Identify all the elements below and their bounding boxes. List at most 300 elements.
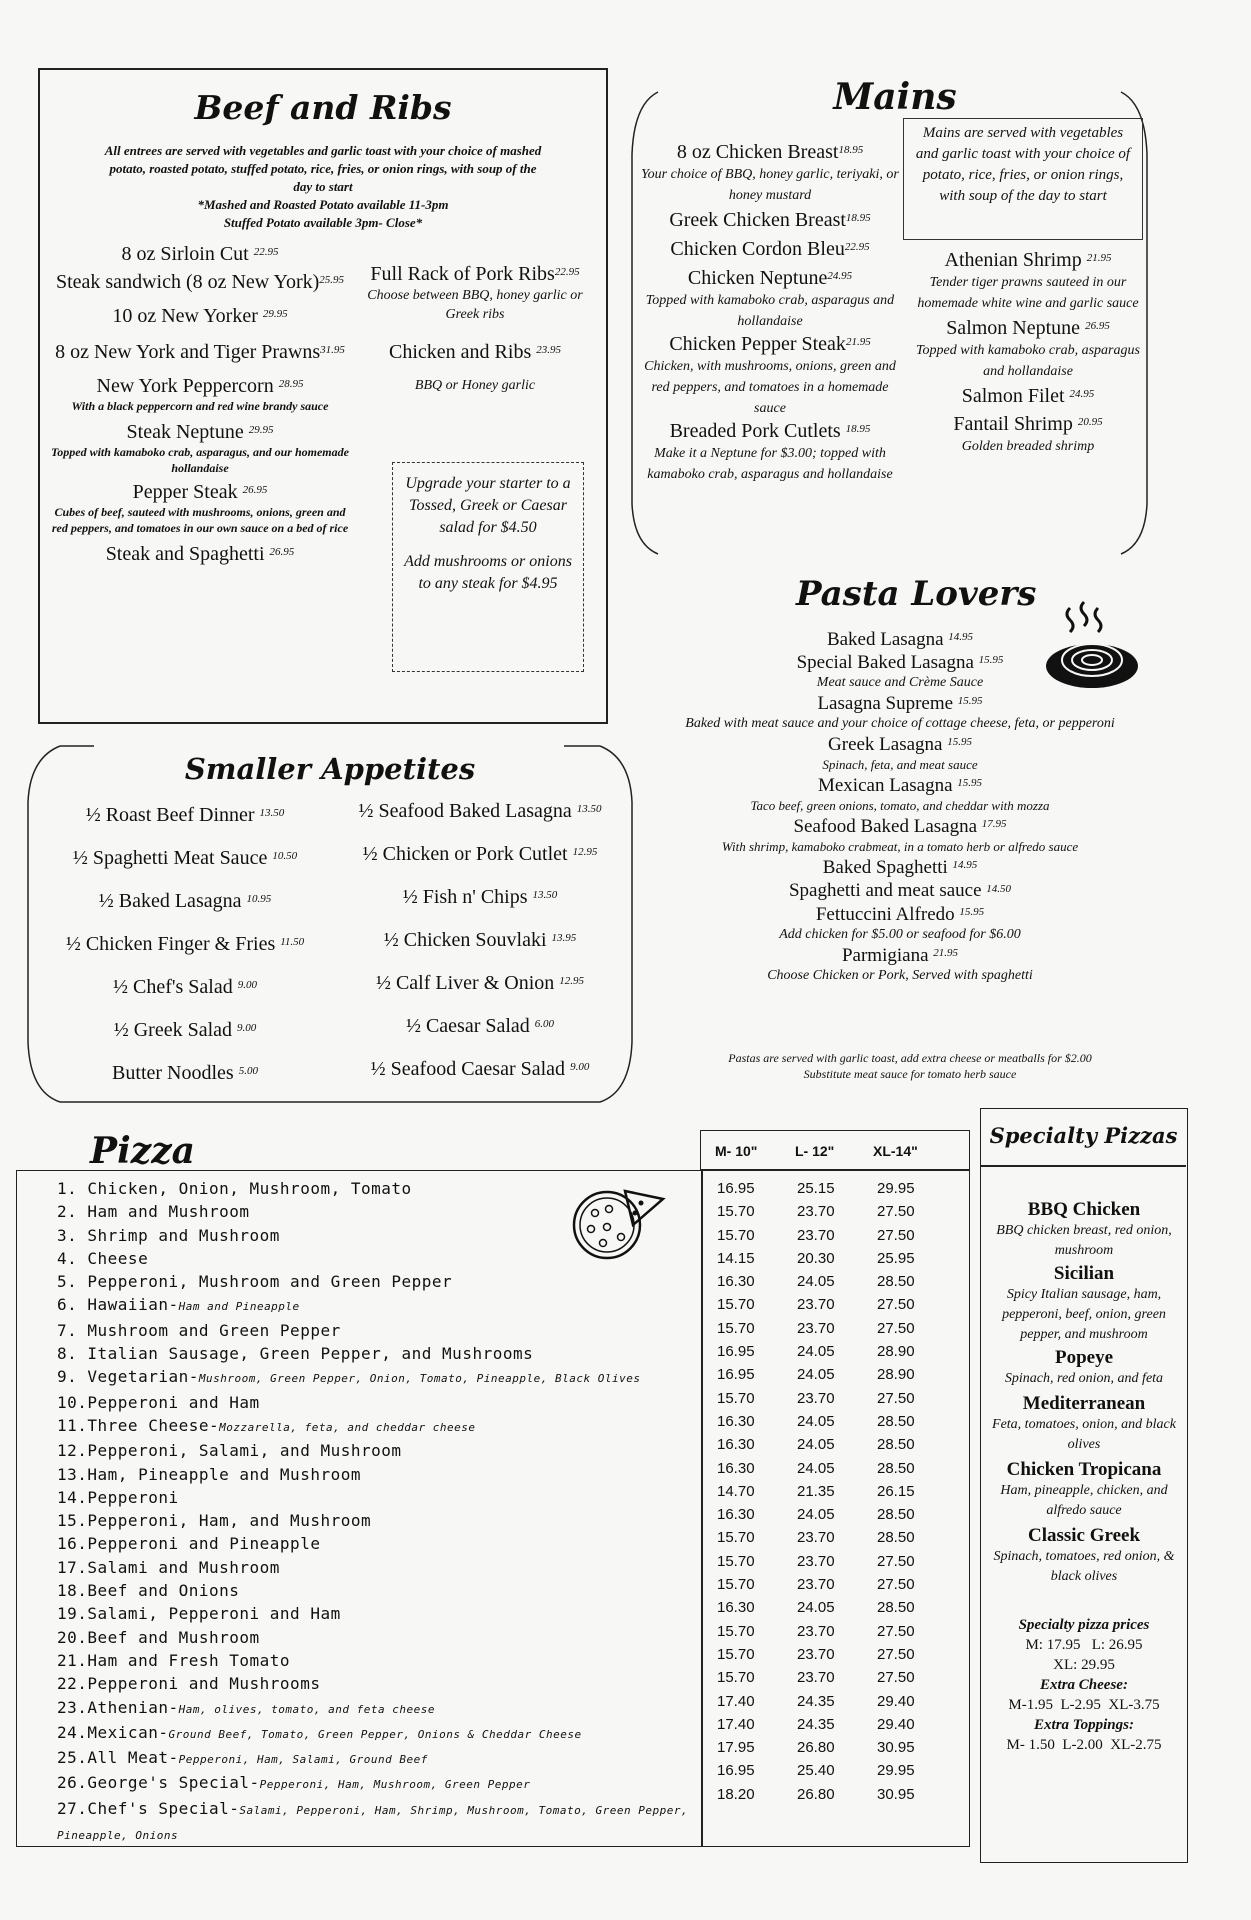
pizza-price-l: 23.70 bbox=[797, 1203, 835, 1221]
item-price: 21.95 bbox=[845, 336, 871, 348]
pizza-price-m: 15.70 bbox=[717, 1319, 755, 1337]
pizza-title: Pizza bbox=[90, 1130, 195, 1172]
item-price: 15.95 bbox=[957, 777, 983, 789]
item-name: Greek Chicken Breast bbox=[669, 209, 846, 231]
pizza-price-l: 25.15 bbox=[797, 1180, 835, 1197]
pizza-price-xl: 28.50 bbox=[877, 1506, 915, 1524]
specialty-prices-title: Specialty pizza prices bbox=[1018, 1617, 1150, 1633]
pizza-price-xl: 30.95 bbox=[877, 1739, 915, 1757]
menu-item bbox=[620, 733, 1180, 756]
pizza-price-l: 24.05 bbox=[797, 1436, 835, 1454]
beef-section bbox=[38, 68, 608, 724]
pizza-price-l: 23.70 bbox=[797, 1576, 835, 1594]
pizza-row bbox=[57, 1200, 707, 1223]
pasta-list bbox=[620, 628, 1180, 985]
item-price: 13.95 bbox=[551, 932, 577, 944]
item-name: Spaghetti and meat sauce bbox=[788, 880, 982, 901]
item-name: Seafood Baked Lasagna bbox=[793, 816, 978, 837]
pizza-price-m: 17.40 bbox=[717, 1692, 755, 1710]
pizza-price-m: 15.70 bbox=[717, 1645, 755, 1663]
item-price: 15.95 bbox=[947, 736, 972, 748]
pizza-name: 19.Salami, Pepperoni and Ham bbox=[57, 1604, 341, 1624]
specialty-title: Specialty Pizzas bbox=[989, 1123, 1178, 1148]
pizza-name: 20.Beef and Mushroom bbox=[57, 1627, 260, 1647]
pizza-price-m: 15.70 bbox=[717, 1669, 755, 1687]
pizza-name: 5. Pepperoni, Mushroom and Green Pepper bbox=[57, 1272, 453, 1292]
pizza-price-xl: 29.40 bbox=[877, 1715, 915, 1733]
pizza-row bbox=[57, 1270, 707, 1293]
pizza-price-m: 16.30 bbox=[717, 1506, 755, 1524]
menu-item bbox=[40, 1009, 330, 1052]
menu-item bbox=[912, 384, 1144, 408]
menu-item bbox=[640, 332, 900, 356]
pizza-price-m: 15.70 bbox=[717, 1529, 755, 1547]
item-description: Add chicken for $5.00 or seafood for $6.00 bbox=[779, 927, 1021, 942]
pizza-price-l: 24.35 bbox=[797, 1715, 835, 1733]
specialty-desc: Spinach, red onion, and feta bbox=[1004, 1371, 1164, 1386]
pizza-name: 14.Pepperoni bbox=[57, 1487, 179, 1507]
specialty-box bbox=[980, 1108, 1188, 1863]
menu-item bbox=[40, 1052, 330, 1095]
item-name: Greek Lasagna bbox=[828, 734, 943, 755]
pizza-name: 8. Italian Sausage, Green Pepper, and Mushrooms bbox=[57, 1344, 534, 1364]
menu-item bbox=[350, 340, 600, 364]
pizza-price-m: 14.70 bbox=[717, 1482, 755, 1500]
pizza-row bbox=[57, 1247, 707, 1270]
specialty-title-divider bbox=[981, 1165, 1186, 1167]
menu-item bbox=[330, 962, 630, 1005]
pizza-name: 18.Beef and Onions bbox=[57, 1581, 240, 1601]
pizza-price-l: 23.70 bbox=[797, 1645, 835, 1663]
item-price: 10.50 bbox=[272, 850, 298, 862]
item-name: ½ Baked Lasagna bbox=[98, 890, 242, 912]
extra-cheese-prices: M-1.95 L-2.95 XL-3.75 bbox=[1008, 1697, 1160, 1713]
pizza-price-m: 15.70 bbox=[717, 1622, 755, 1640]
pizza-price-xl: 28.50 bbox=[877, 1599, 915, 1617]
item-description: Topped with kamaboko crab, asparagus, and our homemade hollandaise bbox=[51, 445, 349, 475]
pizza-name-list bbox=[57, 1177, 707, 1847]
pizza-row bbox=[57, 1486, 707, 1509]
item-price: 13.50 bbox=[576, 803, 602, 815]
pizza-price-m: 17.95 bbox=[717, 1739, 755, 1757]
item-name: Breaded Pork Cutlets bbox=[669, 420, 841, 442]
upgrade-note: Upgrade your starter to a Tossed, Greek or Caesar salad for $4.50 bbox=[405, 475, 571, 536]
item-name: Steak sandwich (8 oz New York) bbox=[55, 271, 320, 293]
item-description: BBQ or Honey garlic bbox=[414, 378, 536, 393]
item-price: 18.95 bbox=[838, 144, 864, 156]
item-name: ½ Greek Salad bbox=[113, 1019, 233, 1041]
item-name: Fettuccini Alfredo bbox=[815, 904, 955, 925]
item-description: Your choice of BBQ, honey garlic, teriyaki, or honey mustard bbox=[641, 167, 899, 203]
item-name: Steak Neptune bbox=[126, 421, 244, 443]
pizza-name: 10.Pepperoni and Ham bbox=[57, 1392, 260, 1412]
item-name: ½ Chicken Souvlaki bbox=[383, 929, 547, 951]
beef-note-2: Stuffed Potato available 3pm- Close* bbox=[223, 215, 423, 230]
pizza-price-xl: 27.50 bbox=[877, 1669, 915, 1687]
item-name: Athenian Shrimp bbox=[944, 249, 1082, 271]
item-price: 20.95 bbox=[1077, 416, 1103, 428]
pizza-price-l: 24.05 bbox=[797, 1273, 835, 1291]
pizza-price-xl: 28.90 bbox=[877, 1343, 915, 1361]
item-description: Golden breaded shrimp bbox=[961, 439, 1095, 454]
pizza-name: 4. Cheese bbox=[57, 1248, 149, 1268]
item-name: ½ Seafood Baked Lasagna bbox=[358, 800, 572, 822]
specialty-desc: Spicy Italian sausage, ham, pepperoni, beef, onion, green pepper, and mushroom bbox=[1002, 1287, 1166, 1342]
menu-item bbox=[640, 419, 900, 443]
pizza-price-l: 21.35 bbox=[797, 1482, 835, 1500]
smaller-title: Smaller Appetites bbox=[184, 752, 476, 786]
item-name: Full Rack of Pork Ribs bbox=[370, 263, 555, 285]
pizza-price-m: 16.30 bbox=[717, 1459, 755, 1477]
size-xlarge: XL-14" bbox=[873, 1143, 918, 1159]
pizza-price-xl: 26.15 bbox=[877, 1482, 915, 1500]
specialty-name: Mediterranean bbox=[1022, 1393, 1146, 1414]
pizza-price-m: 15.70 bbox=[717, 1389, 755, 1407]
pizza-xlarge-prices bbox=[877, 1177, 937, 1806]
pizza-price-l: 25.40 bbox=[797, 1762, 835, 1780]
item-price: 26.95 bbox=[1085, 320, 1110, 332]
pizza-toppings: Mushroom, Green Pepper, Onion, Tomato, Pineapple, Black Olives bbox=[198, 1372, 641, 1386]
pizza-price-xl: 28.50 bbox=[877, 1273, 915, 1291]
pizza-name: 27.Chef's Special- bbox=[57, 1798, 240, 1818]
pizza-price-m: 16.30 bbox=[717, 1599, 755, 1617]
pizza-price-l: 23.70 bbox=[797, 1529, 835, 1547]
item-price: 13.50 bbox=[259, 807, 285, 819]
pizza-price-l: 24.35 bbox=[797, 1692, 835, 1710]
pizza-name: 3. Shrimp and Mushroom bbox=[57, 1225, 280, 1245]
menu-item bbox=[912, 316, 1144, 340]
specialty-name: Classic Greek bbox=[1027, 1525, 1141, 1546]
menu-item bbox=[620, 692, 1180, 715]
menu-item bbox=[620, 879, 1180, 903]
menu-item bbox=[50, 374, 350, 398]
pizza-row bbox=[57, 1746, 707, 1771]
pizza-price-xl: 28.90 bbox=[877, 1366, 915, 1384]
pasta-footer-line-2: Substitute meat sauce for tomato herb sauce bbox=[803, 1067, 1017, 1081]
mains-left-column bbox=[640, 140, 900, 485]
item-price: 15.95 bbox=[959, 906, 985, 918]
item-name: Steak and Spaghetti bbox=[105, 543, 265, 565]
menu-item bbox=[50, 304, 350, 328]
pizza-price-l: 26.80 bbox=[797, 1739, 835, 1757]
pizza-price-xl: 27.50 bbox=[877, 1296, 915, 1314]
item-description: Taco beef, green onions, tomato, and cheddar with mozza bbox=[750, 798, 1050, 813]
pizza-price-xl: 29.40 bbox=[877, 1692, 915, 1710]
pizza-price-xl: 27.50 bbox=[877, 1622, 915, 1640]
specialty-desc: Feta, tomatoes, onion, and black olives bbox=[992, 1417, 1176, 1452]
pizza-row bbox=[57, 1391, 707, 1414]
pizza-price-m: 16.30 bbox=[717, 1273, 755, 1291]
menu-item bbox=[640, 140, 900, 164]
item-name: Mexican Lasagna bbox=[817, 775, 953, 796]
menu-item bbox=[330, 919, 630, 962]
item-name: Baked Spaghetti bbox=[822, 857, 948, 878]
item-price: 31.95 bbox=[320, 344, 345, 356]
mains-note: Mains are served with vegetables and garlic toast with your choice of potato, rice, fries, or onion rings, with soup of the day to start bbox=[903, 118, 1143, 240]
item-name: 10 oz New Yorker bbox=[112, 305, 258, 327]
extra-toppings-title: Extra Toppings: bbox=[1034, 1717, 1134, 1733]
mains-title: Mains bbox=[833, 76, 957, 118]
menu-item bbox=[40, 794, 330, 837]
item-description: Chicken, with mushrooms, onions, green and red peppers, and tomatoes in a homemade sauce bbox=[644, 359, 896, 416]
pizza-row bbox=[57, 1602, 707, 1625]
item-price: 9.00 bbox=[237, 979, 257, 991]
item-price: 6.00 bbox=[534, 1018, 555, 1030]
item-name: Fantail Shrimp bbox=[953, 413, 1073, 435]
pizza-toppings: Pepperoni, Ham, Mushroom, Green Pepper bbox=[259, 1778, 531, 1792]
specialty-desc: BBQ chicken breast, red onion, mushroom bbox=[996, 1223, 1172, 1258]
pizza-price-l: 23.70 bbox=[797, 1296, 835, 1314]
item-description: Spinach, feta, and meat sauce bbox=[822, 757, 978, 772]
pizza-price-l: 23.70 bbox=[797, 1389, 835, 1407]
item-name: Chicken Pepper Steak bbox=[669, 333, 846, 355]
pizza-name: 9. Vegetarian- bbox=[57, 1367, 199, 1387]
pizza-row bbox=[57, 1463, 707, 1486]
item-price: 9.00 bbox=[237, 1022, 257, 1034]
item-price: 22.95 bbox=[253, 246, 279, 258]
pizza-name: 15.Pepperoni, Ham, and Mushroom bbox=[57, 1511, 372, 1531]
specialty-prices-line-1: M: 17.95 L: 26.95 bbox=[1025, 1637, 1143, 1653]
item-description: Meat sauce and Crème Sauce bbox=[816, 675, 984, 690]
specialty-name: Sicilian bbox=[1053, 1263, 1115, 1284]
pizza-price-l: 24.05 bbox=[797, 1459, 835, 1477]
item-name: Baked Lasagna bbox=[826, 629, 944, 650]
item-description: Topped with kamaboko crab, asparagus and hollandaise bbox=[645, 293, 895, 329]
pizza-price-xl: 28.50 bbox=[877, 1529, 915, 1547]
menu-item bbox=[50, 340, 350, 364]
menu-item bbox=[330, 1048, 630, 1091]
item-price: 26.95 bbox=[242, 484, 268, 496]
pizza-price-xl: 27.50 bbox=[877, 1226, 915, 1244]
pizza-name: 12.Pepperoni, Salami, and Mushroom bbox=[57, 1441, 402, 1461]
pizza-price-l: 24.05 bbox=[797, 1506, 835, 1524]
pizza-price-m: 17.40 bbox=[717, 1715, 755, 1733]
specialty-desc: Spinach, tomatoes, red onion, & black olives bbox=[993, 1549, 1175, 1584]
pizza-row bbox=[57, 1579, 707, 1602]
mushroom-note: Add mushrooms or onions to any steak for $4.95 bbox=[404, 553, 572, 592]
specialty-name: Chicken Tropicana bbox=[1006, 1459, 1162, 1480]
menu-item bbox=[640, 266, 900, 290]
pizza-price-xl: 28.50 bbox=[877, 1436, 915, 1454]
pizza-row bbox=[57, 1439, 707, 1462]
menu-item bbox=[620, 774, 1180, 797]
item-name: ½ Chicken Finger & Fries bbox=[65, 933, 276, 955]
pizza-price-xl: 29.95 bbox=[877, 1762, 915, 1780]
menu-item bbox=[620, 903, 1180, 926]
pizza-medium-prices bbox=[717, 1177, 777, 1806]
pizza-price-m: 18.20 bbox=[717, 1785, 755, 1803]
specialty-name: BBQ Chicken bbox=[1027, 1199, 1141, 1220]
pizza-name: 21.Ham and Fresh Tomato bbox=[57, 1650, 291, 1670]
pizza-price-m: 16.95 bbox=[717, 1762, 755, 1780]
item-price: 17.95 bbox=[981, 818, 1007, 830]
size-medium: M- 10" bbox=[715, 1143, 758, 1159]
menu-item bbox=[350, 262, 600, 286]
pizza-row bbox=[57, 1365, 707, 1390]
menu-item bbox=[620, 815, 1180, 838]
item-name: ½ Calf Liver & Onion bbox=[375, 972, 555, 994]
pizza-price-l: 23.70 bbox=[797, 1622, 835, 1640]
item-price: 5.00 bbox=[238, 1065, 258, 1077]
pizza-row bbox=[57, 1626, 707, 1649]
pizza-price-xl: 29.95 bbox=[877, 1180, 915, 1197]
item-name: Parmigiana bbox=[841, 945, 929, 966]
menu-item bbox=[330, 833, 630, 876]
pizza-price-xl: 28.50 bbox=[877, 1412, 915, 1430]
item-price: 13.50 bbox=[532, 889, 558, 901]
pizza-name: 2. Ham and Mushroom bbox=[57, 1202, 250, 1222]
pizza-name: 16.Pepperoni and Pineapple bbox=[57, 1534, 321, 1554]
item-price: 14.95 bbox=[948, 631, 974, 643]
pizza-price-l: 24.05 bbox=[797, 1599, 835, 1617]
pizza-row bbox=[57, 1649, 707, 1672]
menu-item bbox=[40, 880, 330, 923]
pizza-name: 17.Salami and Mushroom bbox=[57, 1557, 280, 1577]
pizza-price-l: 26.80 bbox=[797, 1785, 835, 1803]
pizza-name: 13.Ham, Pineapple and Mushroom bbox=[57, 1464, 361, 1484]
pizza-price-xl: 28.50 bbox=[877, 1459, 915, 1477]
pizza-price-l: 24.05 bbox=[797, 1412, 835, 1430]
item-name: Pepper Steak bbox=[132, 481, 238, 503]
beef-left-column bbox=[50, 242, 350, 566]
pizza-row bbox=[57, 1319, 707, 1342]
smaller-right-column bbox=[330, 790, 630, 1091]
pizza-price-m: 15.70 bbox=[717, 1552, 755, 1570]
pizza-table bbox=[16, 1170, 970, 1847]
item-name: Butter Noodles bbox=[112, 1062, 234, 1084]
item-description: Tender tiger prawns sauteed in our homemade white wine and garlic sauce bbox=[917, 275, 1139, 311]
pizza-row bbox=[57, 1721, 707, 1746]
pizza-row bbox=[57, 1771, 707, 1796]
pizza-row bbox=[57, 1177, 707, 1200]
pizza-price-m: 16.30 bbox=[717, 1436, 755, 1454]
pizza-price-xl: 25.95 bbox=[877, 1249, 915, 1267]
item-name: 8 oz Chicken Breast bbox=[676, 141, 839, 163]
item-price: 14.50 bbox=[986, 883, 1012, 895]
menu-item bbox=[640, 208, 900, 232]
item-price: 24.95 bbox=[827, 270, 853, 282]
pizza-toppings: Mozzarella, feta, and cheddar cheese bbox=[219, 1420, 476, 1434]
size-large: L- 12" bbox=[795, 1143, 835, 1159]
item-description: Topped with kamaboko crab, asparagus and hollandaise bbox=[916, 343, 1140, 379]
menu-item bbox=[912, 412, 1144, 436]
pizza-toppings: Ham and Pineapple bbox=[178, 1300, 300, 1314]
pizza-price-xl: 27.50 bbox=[877, 1203, 915, 1221]
menu-item bbox=[50, 242, 350, 266]
item-price: 14.95 bbox=[952, 859, 978, 871]
pizza-name: 11.Three Cheese- bbox=[57, 1415, 220, 1435]
pizza-name: 6. Hawaiian- bbox=[57, 1295, 179, 1315]
pizza-toppings: Ham, olives, tomato, and feta cheese bbox=[178, 1702, 436, 1716]
item-price: 21.95 bbox=[933, 947, 959, 959]
item-price: 15.95 bbox=[957, 695, 983, 707]
pizza-row bbox=[57, 1532, 707, 1555]
item-price: 12.95 bbox=[559, 975, 585, 987]
beef-right-column bbox=[350, 262, 600, 395]
pizza-price-xl: 27.50 bbox=[877, 1319, 915, 1337]
pizza-name: 25.All Meat- bbox=[57, 1748, 179, 1768]
pizza-price-l: 24.05 bbox=[797, 1366, 835, 1384]
item-description: Baked with meat sauce and your choice of cottage cheese, feta, or pepperoni bbox=[685, 716, 1115, 731]
menu-item bbox=[330, 876, 630, 919]
pizza-price-l: 24.05 bbox=[797, 1343, 835, 1361]
upgrade-box bbox=[392, 462, 584, 672]
pizza-name: 23.Athenian- bbox=[57, 1697, 179, 1717]
menu-item bbox=[620, 651, 1180, 674]
pizza-price-m: 15.70 bbox=[717, 1226, 755, 1244]
menu-item bbox=[620, 628, 1180, 651]
item-description: With shrimp, kamaboko crabmeat, in a tomato herb or alfredo sauce bbox=[721, 839, 1079, 854]
item-price: 9.00 bbox=[570, 1061, 590, 1073]
item-name: Salmon Filet bbox=[961, 385, 1065, 407]
pizza-price-m: 16.95 bbox=[717, 1343, 755, 1361]
beef-intro-text: All entrees are served with vegetables and garlic toast with your choice of mashed potato, roasted potato, stuffed potato, rice, fries, or onion rings, with soup of the day to start bbox=[104, 143, 542, 194]
item-price: 23.95 bbox=[536, 344, 561, 356]
specialty-prices-line-2: XL: 29.95 bbox=[1053, 1657, 1115, 1673]
pizza-row bbox=[57, 1414, 707, 1439]
item-description: Make it a Neptune for $3.00; topped with kamaboko crab, asparagus and hollandaise bbox=[647, 446, 893, 482]
item-name: Chicken Cordon Bleu bbox=[670, 238, 845, 260]
pizza-name: 1. Chicken, Onion, Mushroom, Tomato bbox=[57, 1179, 412, 1198]
item-name: Lasagna Supreme bbox=[817, 693, 954, 714]
item-name: ½ Caesar Salad bbox=[405, 1015, 530, 1037]
menu-item bbox=[912, 248, 1144, 272]
menu-item bbox=[50, 270, 350, 294]
pizza-price-xl: 30.95 bbox=[877, 1785, 915, 1803]
item-name: ½ Chef's Salad bbox=[113, 976, 233, 998]
pizza-price-l: 23.70 bbox=[797, 1669, 835, 1687]
pasta-footer-line-1: Pastas are served with garlic toast, add extra cheese or meatballs for $2.00 bbox=[728, 1051, 1092, 1065]
item-name: Chicken and Ribs bbox=[389, 341, 532, 363]
item-price: 25.95 bbox=[319, 274, 345, 286]
item-price: 29.95 bbox=[248, 424, 274, 436]
pizza-price-m: 14.15 bbox=[717, 1249, 755, 1267]
pizza-price-m: 16.30 bbox=[717, 1412, 755, 1430]
item-price: 12.95 bbox=[572, 846, 598, 858]
item-name: Chicken Neptune bbox=[687, 267, 828, 289]
item-description: Choose between BBQ, honey garlic or Greek ribs bbox=[367, 288, 583, 322]
pizza-price-m: 16.95 bbox=[717, 1180, 755, 1197]
pizza-row bbox=[57, 1797, 707, 1848]
menu-item bbox=[50, 542, 350, 566]
item-name: 8 oz Sirloin Cut bbox=[121, 243, 249, 265]
mains-right-column bbox=[912, 248, 1144, 457]
item-description: Choose Chicken or Pork, Served with spaghetti bbox=[767, 968, 1033, 983]
smaller-left-column bbox=[40, 794, 330, 1095]
item-description: With a black peppercorn and red wine brandy sauce bbox=[71, 399, 329, 413]
item-name: Special Baked Lasagna bbox=[796, 652, 974, 673]
specialty-name: Popeye bbox=[1054, 1347, 1114, 1368]
item-price: 24.95 bbox=[1069, 388, 1095, 400]
beef-note-1: *Mashed and Roasted Potato available 11-3pm bbox=[197, 197, 449, 212]
item-price: 28.95 bbox=[278, 378, 304, 390]
menu-item bbox=[40, 923, 330, 966]
pasta-footer bbox=[640, 1050, 1180, 1082]
menu-item bbox=[50, 420, 350, 444]
menu-item bbox=[640, 237, 900, 261]
pizza-row bbox=[57, 1672, 707, 1695]
extra-toppings-prices: M- 1.50 L-2.00 XL-2.75 bbox=[1006, 1737, 1162, 1753]
menu-item bbox=[620, 856, 1180, 879]
item-name: Salmon Neptune bbox=[946, 317, 1081, 339]
pizza-name: 7. Mushroom and Green Pepper bbox=[57, 1320, 341, 1340]
beef-intro bbox=[100, 142, 546, 232]
pizza-toppings: Ground Beef, Tomato, Green Pepper, Onions & Cheddar Cheese bbox=[168, 1727, 582, 1741]
item-price: 18.95 bbox=[845, 212, 871, 224]
item-name: ½ Chicken or Pork Cutlet bbox=[362, 843, 568, 865]
pizza-row bbox=[57, 1509, 707, 1532]
pizza-row bbox=[57, 1342, 707, 1365]
